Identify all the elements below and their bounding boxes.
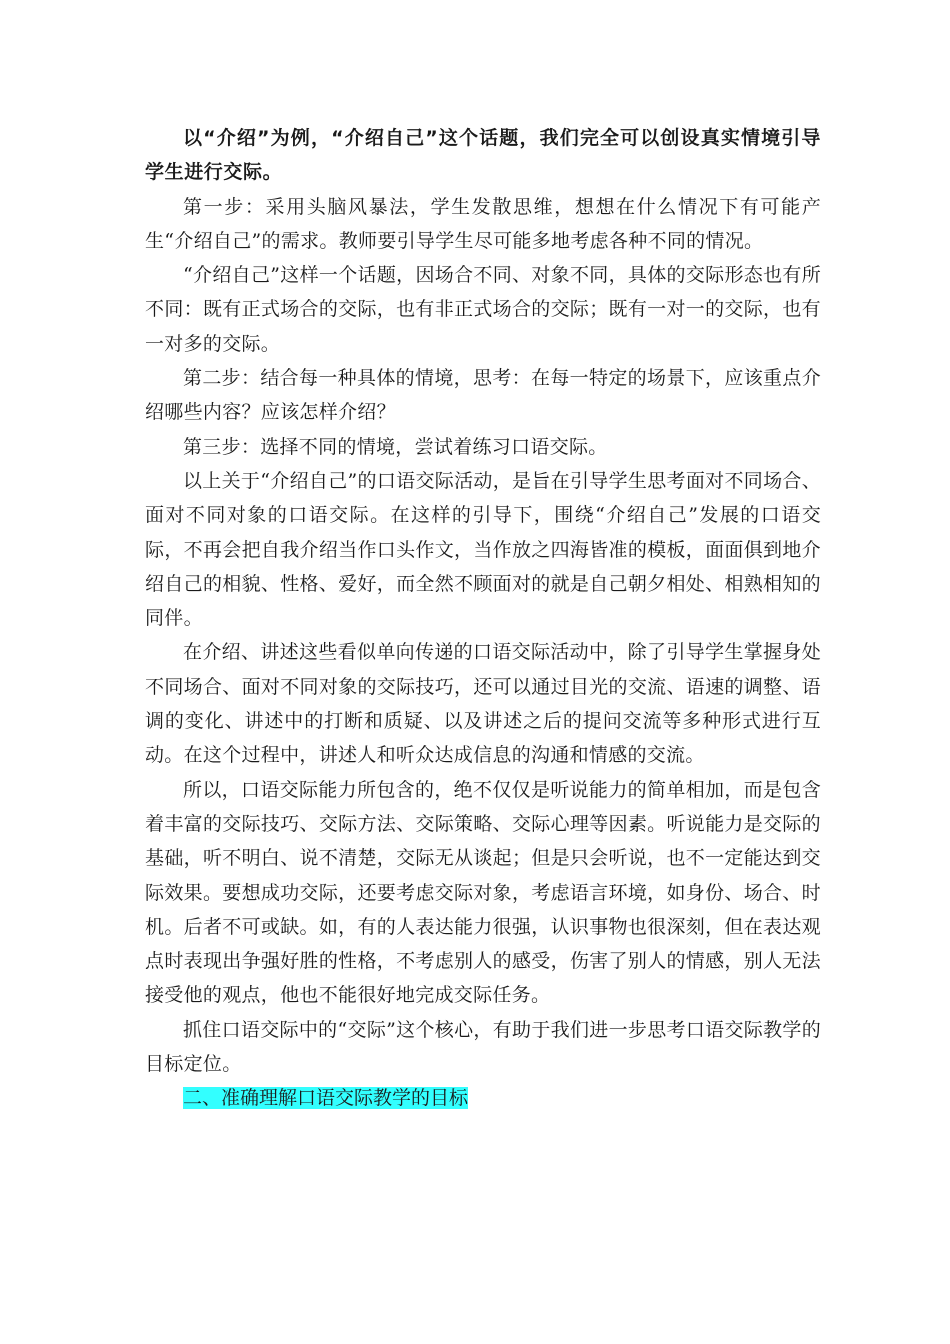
core-paragraph: 抓住口语交际中的“交际”这个核心，有助于我们进一步思考口语交际教学的目标定位。 xyxy=(145,1018,821,1076)
ability-paragraph: 所以，口语交际能力所包含的，绝不仅仅是听说能力的简单相加，而是包含着丰富的交际技巧、交际方法、交际策略、交际心理等因素。听说能力是交际的基础，听不明白、说不清楚，交际无从谈起；但是只会听说，也不一定能达到交际效果。要想成功交际，还要考虑交际对象，考虑语言环境，如身份、场合、时机。后者不可或缺。如，有的人表达能力很强，认识事物也很深刻，但在表达观点时表现出争强好胜的性格，不考虑别人的感受，伤害了别人的情感，别人无法接受他的观点，他也不能很好地完成交际任务。 xyxy=(145,778,821,1007)
step-two-paragraph: 第二步：结合每一种具体的情境，思考：在每一特定的场景下，应该重点介绍哪些内容？应该怎样介绍？ xyxy=(145,367,821,424)
intro-paragraph: 以“介绍”为例，“介绍自己”这个话题，我们完全可以创设真实情境引导学生进行交际。 xyxy=(145,127,821,184)
step-one-paragraph: 第一步：采用头脑风暴法，学生发散思维，想想在什么情况下有可能产生“介绍自己”的需求。教师要引导学生尽可能多地考虑各种不同的情况。 xyxy=(145,195,821,252)
topic-forms-paragraph: “介绍自己”这样一个话题，因场合不同、对象不同，具体的交际形态也有所不同：既有正式场合的交际，也有非正式场合的交际；既有一对一的交际，也有一对多的交际。 xyxy=(145,264,821,355)
interaction-paragraph: 在介绍、讲述这些看似单向传递的口语交际活动中，除了引导学生掌握身处不同场合、面对不同对象的交际技巧，还可以通过目光的交流、语速的调整、语调的变化、讲述中的打断和质疑、以及讲述之后的提问交流等多种形式进行互动。在这个过程中，讲述人和听众达成信息的沟通和情感的交流。 xyxy=(145,641,821,767)
document-body xyxy=(145,121,821,1116)
activity-summary-paragraph: 以上关于“介绍自己”的口语交际活动，是旨在引导学生思考面对不同场合、面对不同对象的口语交际。在这样的引导下，围绕“介绍自己”发展的口语交际，不再会把自我介绍当作口头作文，当作放之四海皆准的模板，面面俱到地介绍自己的相貌、性格、爱好，而全然不顾面对的就是自己朝夕相处、相熟相知的同伴。 xyxy=(145,469,821,630)
step-three-paragraph: 第三步：选择不同的情境，尝试着练习口语交际。 xyxy=(183,435,608,458)
section-heading-line xyxy=(145,1081,821,1115)
section-heading: 二、准确理解口语交际教学的目标 xyxy=(183,1087,469,1110)
